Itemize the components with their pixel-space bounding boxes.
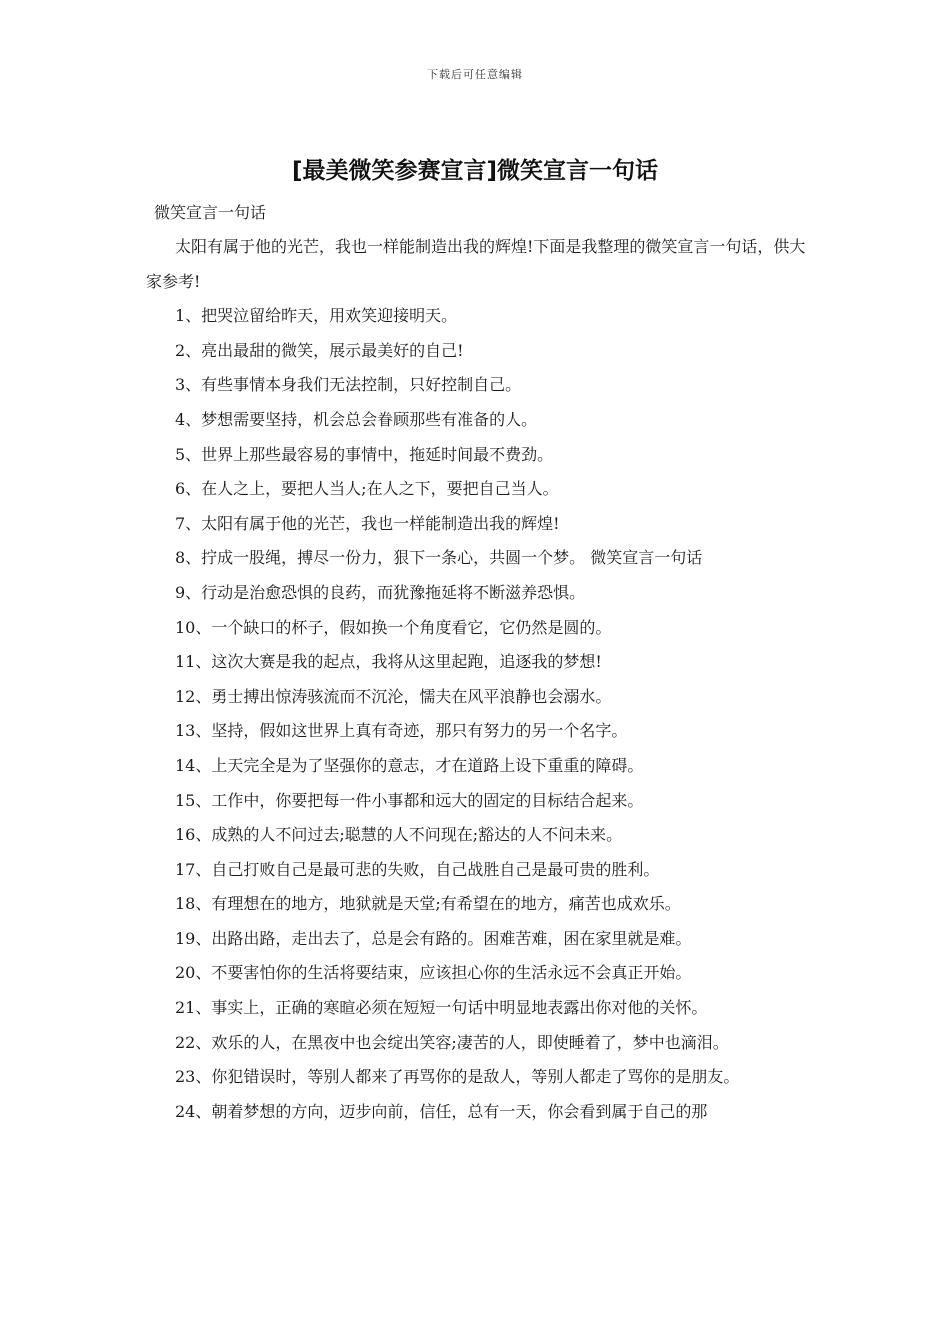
list-item: 3、有些事情本身我们无法控制，只好控制自己。 (175, 375, 522, 395)
document-body (146, 230, 811, 1129)
intro-paragraph: 太阳有属于他的光芒，我也一样能制造出我的辉煌!下面是我整理的微笑宣言一句话，供大家参考! (146, 237, 806, 291)
document-title: [最美微笑参赛宣言]微笑宣言一句话 (291, 158, 659, 184)
list-item: 21、事实上，正确的寒暄必须在短短一句话中明显地表露出你对他的关怀。 (175, 998, 708, 1018)
list-item: 2、亮出最甜的微笑，展示最美好的自己! (175, 340, 464, 360)
list-item: 4、梦想需要坚持，机会总会眷顾那些有准备的人。 (175, 409, 538, 429)
list-item: 19、出路出路，走出去了，总是会有路的。困难苦难，困在家里就是难。 (175, 928, 692, 948)
list-item: 16、成熟的人不问过去;聪慧的人不问现在;豁达的人不问未来。 (175, 825, 623, 845)
list-item: 6、在人之上，要把人当人;在人之下，要把自己当人。 (175, 479, 559, 499)
list-item: 5、世界上那些最容易的事情中，拖延时间最不费劲。 (175, 444, 554, 464)
list-item: 1、把哭泣留给昨天，用欢笑迎接明天。 (175, 306, 458, 326)
list-item: 7、太阳有属于他的光芒，我也一样能制造出我的辉煌! (175, 513, 560, 533)
header-note: 下载后可任意编辑 (427, 68, 523, 81)
list-item: 9、行动是治愈恐惧的良药，而犹豫拖延将不断滋养恐惧。 (175, 582, 586, 602)
list-item: 23、你犯错误时，等别人都来了再骂你的是敌人，等别人都走了骂你的是朋友。 (175, 1067, 740, 1087)
list-item: 22、欢乐的人，在黑夜中也会绽出笑容;凄苦的人，即使睡着了，梦中也滴泪。 (175, 1032, 729, 1052)
list-item: 10、一个缺口的杯子，假如换一个角度看它，它仍然是圆的。 (175, 617, 612, 637)
list-item: 11、这次大赛是我的起点，我将从这里起跑，追逐我的梦想! (175, 652, 602, 672)
list-item: 8、拧成一股绳，搏尽一份力，狠下一条心，共圆一个梦。 微笑宣言一句话 (175, 548, 703, 568)
list-item: 17、自己打败自己是最可悲的失败，自己战胜自己是最可贵的胜利。 (175, 859, 660, 879)
list-item: 12、勇士搏出惊涛骇流而不沉沦，懦夫在风平浪静也会溺水。 (175, 686, 612, 706)
list-item: 20、不要害怕你的生活将要结束，应该担心你的生活永远不会真正开始。 (175, 963, 692, 983)
list-item: 24、朝着梦想的方向，迈步向前，信任，总有一天，你会看到属于自己的那 (175, 1101, 708, 1121)
document-subtitle: 微笑宣言一句话 (154, 203, 267, 222)
list-item: 14、上天完全是为了坚强你的意志，才在道路上设下重重的障碍。 (175, 755, 644, 775)
list-item: 13、坚持，假如这世界上真有奇迹，那只有努力的另一个名字。 (175, 721, 628, 741)
list-item: 18、有理想在的地方，地狱就是天堂;有希望在的地方，痛苦也成欢乐。 (175, 894, 681, 914)
list-item: 15、工作中，你要把每一件小事都和远大的固定的目标结合起来。 (175, 790, 644, 810)
